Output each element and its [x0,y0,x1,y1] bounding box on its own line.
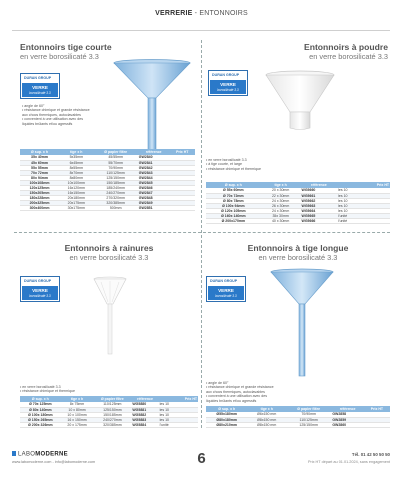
table-row: 55x 55mm 8x55mm 70/90mm GW2842 [20,165,195,170]
table-row: Ø 120x 105mm 24 x 30mm WG5664 les 10 [206,208,390,213]
product-subtitle: en verre borosilicaté 3.3 [69,253,149,262]
vertical-divider [201,40,202,428]
table-row: Ø 200x 326mm 20 x 175mm 320/385mm WG5884 l'unité [20,422,198,427]
table-row: Ø80x210mm Ø8x150 mm 125/150mm GW2860 [206,422,390,427]
product-features: • angle de 60° • résistance chimique et grande résistance aux chocs thermiques, autoclavables • convenient à une utilisation avec des liquides brûlants et/ou agressifs [206,381,274,403]
duran-badge: DURAN GROUP VERRE borosilicaté 3.3 [206,276,246,302]
product-subtitle: en verre borosilicaté 3.3 [258,253,338,262]
powder-funnel-image [262,70,338,132]
table-row: Ø80x180mm Ø8x150 mm 110/125mm GW2859 [206,417,390,422]
table-row: Ø55x180mm Ø6x150 mm 70/90mm GW2858 [206,412,390,417]
product-subtitle: en verre borosilicaté 3.3 [309,52,388,61]
table-row: Ø 200x170mm 40 x 30mm WG5666 l'unité [206,218,390,223]
product-title: Entonnoirs tige courte [20,42,112,52]
page-header: VERRERIE - ENTONNOIRS [155,10,248,17]
header-rule [12,30,390,31]
table-row: Ø 80x 140mm 10 x 80mm 125/150mm WG5881 les 10 [20,407,198,412]
duran-logo: DURAN GROUP [24,279,52,283]
product-short-stem-header [20,43,112,61]
product-title: Entonnoirs à poudre [303,42,388,52]
duran-badge: DURAN GROUP VERRE borosilicaté 3.3 [208,70,248,96]
duran-badge: DURAN GROUP VERRE borosilicaté 3.3 [20,73,60,99]
product-features: • angle de 60° • résistance chimique et grande résistance aux chocs thermiques, autoclavables • convenient à une utilisation avec des liquides brûlants et/ou agressifs [22,104,90,126]
long-stem-price-table: Ø sup. x h tige x h Ø papier filtre référence Prix HT Ø55x180mm Ø6x150 mm 70/90mm GW2858 Ø80x180mm Ø8x150 mm 110/125mm GW2859 Ø80x210mm Ø8x150 mm 125/150mm GW2860 [206,406,390,428]
table-row: Ø 80x 78mm 24 x 30mm WG5662 les 10 [206,198,390,203]
product-title: Entonnoirs à tige longue [247,243,349,253]
product-title: Entonnoirs à rainures [64,243,154,253]
table-row: 70x 72mm 8x70mm 110/125mm GW2843 [20,170,195,175]
header-category: VERRERIE [155,10,193,17]
product-long-stem-header [206,244,390,262]
ribbed-funnel-image [90,276,130,356]
duran-badge: DURAN GROUP VERRE borosilicaté 3.3 [20,276,60,302]
product-features: • en verre borosilicaté 3.3 • résistance chimique et thermique [20,385,75,394]
table-row: 35x 40mm 5x35mm 45/55mm GW2840 [20,155,195,160]
horizontal-divider [14,232,390,233]
footer-phone: Tél. 01 42 50 50 50 [351,452,390,457]
table-row: Ø 70x 72mm 22 x 30mm WG5661 les 10 [206,193,390,198]
product-subtitle: en verre borosilicaté 3.3 [20,52,99,61]
footer-website: www.labomoderne.com - info@labomoderne.com [12,460,96,464]
labomoderne-logo: LABOMODERNE [12,451,68,458]
table-row: Ø 100x 94mm 26 x 30mm WG5663 les 10 [206,203,390,208]
duran-logo: DURAN GROUP [212,73,240,77]
short-stem-funnel-image [110,58,194,158]
product-features: • en verre borosilicaté 3.3 • à tige courte, et large • résistance chimique et thermique [206,158,261,171]
product-powder-header [210,43,388,61]
table-row: Ø 55x 60mm 20 x 30mm WG5660 les 10 [206,188,390,193]
short-stem-price-table: Ø sup. x h tige x h Ø papier filtre référence Prix HT 35x 40mm 5x35mm 45/55mm GW2840 45x 60mm 6x45mm 55/70mm GW2841 55x 55mm 8x55mm 70/90mm GW2842 70x 72mm 8x70mm 110/125mm GW2843 80x 94mm 8x80mm 125/150mm GW2844 100x108mm 10x100mm 150/185mm GW2845 120x125mm 16x120mm 185/240mm GW2846 150x205mm 16x150mm 240/270mm GW2847 180x228mm 20x180mm 270/320mm GW2848 200x325mm 20x175mm 320/385mm GW2849 300x400mm 30x175mm 500mm GW2851 [20,149,195,211]
powder-price-table: Ø sup. x h tige x h référence Prix HT Ø 55x 60mm 20 x 30mm WG5660 les 10 Ø 70x 72mm 22 x 30mm WG5661 les 10 Ø 80x 78mm 24 x 30mm WG5662 les 10 Ø 100x 94mm 26 x 30mm WG5663 les 10 Ø 120x 105mm 24 x 30mm WG5664 les 10 Ø 160x 140mm 35x 30mm WG5665 l'unité Ø 200x170mm 40 x 30mm WG5666 l'unité [206,182,390,224]
product-ribbed-header [20,244,198,262]
table-row: 200x325mm 20x175mm 320/385mm GW2849 [20,200,195,205]
table-row: 180x228mm 20x180mm 270/320mm GW2848 [20,195,195,200]
table-row: 150x205mm 16x150mm 240/270mm GW2847 [20,190,195,195]
table-row: Ø 70x 125mm 8x 75mm 110/125mm WG5880 les 10 [20,402,198,407]
header-section: ENTONNOIRS [199,10,248,17]
table-row: Ø 100x 180mm 10 x 100mm 150/185mm WG5882 les 10 [20,412,198,417]
table-row: 120x125mm 16x120mm 185/240mm GW2846 [20,185,195,190]
ribbed-price-table: Ø sup. x h tige x h Ø papier filtre référence Prix HT Ø 70x 125mm 8x 75mm 110/125mm WG5880 les 10 Ø 80x 140mm 10 x 80mm 125/150mm WG5881 les 10 Ø 100x 180mm 10 x 100mm 150/185mm WG5882 les 10 Ø 150x 265mm 16 x 150mm 240/270mm WG5883 les 10 Ø 200x 326mm 20 x 175mm 320/385mm WG5884 l'unité [20,396,198,428]
table-row: Ø 150x 265mm 16 x 150mm 240/270mm WG5883 les 10 [20,417,198,422]
table-row: 100x108mm 10x100mm 150/185mm GW2845 [20,180,195,185]
duran-logo: DURAN GROUP [210,279,238,283]
table-row: 300x400mm 30x175mm 500mm GW2851 [20,205,195,210]
table-row: 80x 94mm 8x80mm 125/150mm GW2844 [20,175,195,180]
footer-price-note: Prix HT départ au 01.01.2024, sans engagement [307,460,390,464]
table-row: Ø 160x 140mm 35x 30mm WG5665 l'unité [206,213,390,218]
long-stem-funnel-image [268,268,336,380]
page-number: 6 [197,450,206,467]
table-row: 45x 60mm 6x45mm 55/70mm GW2841 [20,160,195,165]
duran-logo: DURAN GROUP [24,76,52,80]
